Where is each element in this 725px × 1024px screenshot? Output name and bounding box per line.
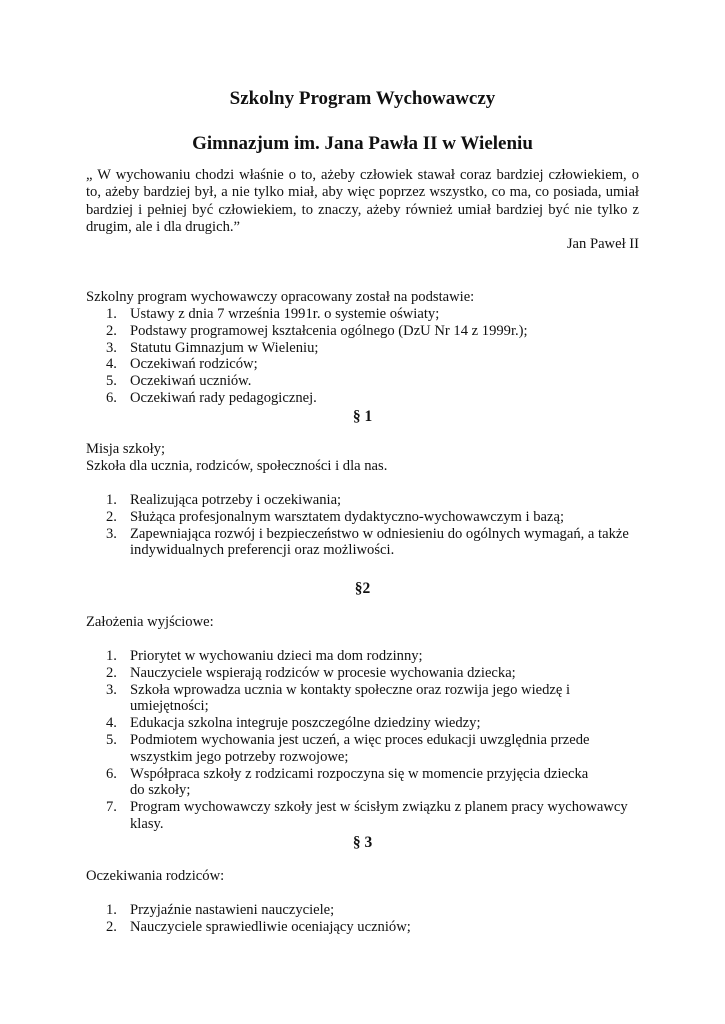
list-item: 4. Oczekiwań rodziców; <box>106 356 258 373</box>
list-item: 3. Szkoła wprowadza ucznia w kontakty społeczne oraz rozwija jego wiedzę i umiejętności; <box>106 681 571 715</box>
assumptions-intro: Założenia wyjściowe: <box>86 614 214 630</box>
assumptions-list <box>86 648 639 833</box>
list-item: 1. Ustawy z dnia 7 września 1991r. o systemie oświaty; <box>106 306 440 322</box>
list-item: 3. Zapewniająca rozwój i bezpieczeństwo w odniesieniu do ogólnych wymagań, a także indywidualnych preferencji oraz możliwości. <box>106 525 629 559</box>
list-item: 1. Przyjaźnie nastawieni nauczyciele; <box>106 902 335 918</box>
section-2-heading: §2 <box>354 580 371 597</box>
list-item: 5. Oczekiwań uczniów. <box>106 373 252 390</box>
list-item: 1. Realizująca potrzeby i oczekiwania; <box>106 492 342 508</box>
quote-text: „ W wychowaniu chodzi właśnie o to, ażeby człowiek stawał coraz bardziej człowiekiem, o to, ażeby bardziej był, a nie tylko miał, aby więc poprzez wszystko, co ma, co posiada, umiał bardziej i pełniej być człowiekiem, to znaczy, ażeby również umiał bardziej być nie tylko z drugim, ale i dla drugich.” <box>86 167 639 235</box>
school-name: Gimnazjum im. Jana Pawła II w Wieleniu <box>192 133 533 154</box>
list-item: 2. Podstawy programowej kształcenia ogólnego (DzU Nr 14 z 1999r.); <box>106 322 528 339</box>
list-item: 5. Podmiotem wychowania jest uczeń, a więc proces edukacji uwzględnia przede wszystkim jego potrzeby rozwojowe; <box>106 731 590 765</box>
list-item: 4. Edukacja szkolna integruje poszczególne dziedziny wiedzy; <box>106 715 481 732</box>
parents-expectations-list <box>86 902 639 936</box>
section-3-heading: § 3 <box>352 834 373 851</box>
list-item: 2. Służąca profesjonalnym warsztatem dydaktyczno-wychowawczym i bazą; <box>106 508 564 525</box>
list-item: 6. Oczekiwań rady pedagogicznej. <box>106 389 317 406</box>
list-item: 2. Nauczyciele sprawiedliwie oceniający uczniów; <box>106 918 411 935</box>
mission-list <box>86 492 639 559</box>
section-1-heading: § 1 <box>352 408 373 425</box>
list-item: 3. Statutu Gimnazjum w Wieleniu; <box>106 339 319 356</box>
basis-list <box>86 306 639 407</box>
mission-statement: Szkoła dla ucznia, rodziców, społeczności i dla nas. <box>86 458 388 474</box>
list-item: 2. Nauczyciele wspierają rodziców w procesie wychowania dziecka; <box>106 664 516 681</box>
mission-label: Misja szkoły; <box>86 441 166 457</box>
mission-block <box>86 441 639 475</box>
list-item: 1. Priorytet w wychowaniu dzieci ma dom rodzinny; <box>106 648 423 664</box>
basis-intro: Szkolny program wychowawczy opracowany został na podstawie: <box>86 289 475 305</box>
list-item: 7. Program wychowawczy szkoły jest w ścisłym związku z planem pracy wychowawcy klasy. <box>106 799 628 832</box>
quote-author: Jan Paweł II <box>566 236 639 252</box>
list-item: 6. Współpraca szkoły z rodzicami rozpoczyna się w momencie przyjęcia dziecka do szkoły; <box>106 765 589 799</box>
document-title: Szkolny Program Wychowawczy <box>229 88 496 109</box>
parents-expectations-intro: Oczekiwania rodziców: <box>86 868 225 884</box>
